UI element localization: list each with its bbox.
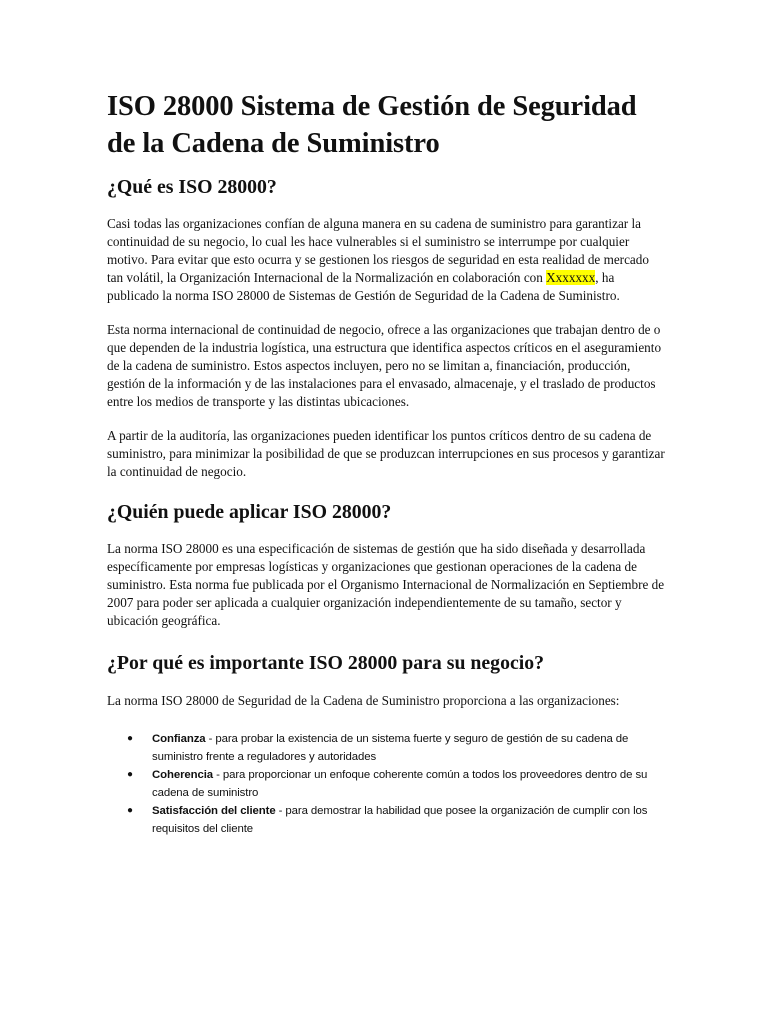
- bullet-icon: ●: [127, 733, 133, 744]
- paragraph-continuidad: Esta norma internacional de continuidad de negocio, ofrece a las organizaciones que trabajan dentro de o que dependen de la industria logística, una estructura que identifica aspectos críticos en el aseguramiento de la cadena de suministro. Estos aspectos incluyen, pero no se limitan a, financiación, producción, gestión de la información y de las instalaciones para el envasado, almacenaje, y el traslado de productos entre los medios de transporte y las distintas ubicaciones.: [107, 322, 662, 409]
- list-item: [127, 730, 667, 766]
- list-item-text: - para probar la existencia de un sistema fuerte y seguro de gestión de su cadena de suministro frente a reguladores y autoridades: [152, 733, 629, 763]
- document-page: [107, 88, 667, 838]
- paragraph-proporciona: La norma ISO 28000 de Seguridad de la Cadena de Suministro proporciona a las organizaciones:: [107, 693, 620, 708]
- paragraph-intro-text-end: , ha publicado la norma ISO 28000 de Sistemas de Gestión de Seguridad de la Cadena de Suministro.: [107, 270, 620, 303]
- list-item-text: - para demostrar la habilidad que posee la organización de cumplir con los requisitos del cliente: [152, 805, 648, 835]
- section-heading-quien: ¿Quién puede aplicar ISO 28000?: [107, 501, 392, 523]
- paragraph-intro-text-start: Casi todas las organizaciones confían de alguna manera en su cadena de suministro para garantizar la continuidad de su negocio, lo cual les hace vulnerables si el suministro se interrumpe por cualquier motivo. Para evitar que esto ocurra y se gestionen los riesgos de seguridad en esta realidad de mercado tan volátil, la Organización Internacional de la Normalización en colaboración con: [107, 216, 649, 285]
- list-item: [127, 802, 667, 838]
- benefits-list: [127, 730, 667, 838]
- list-item: [127, 766, 667, 802]
- section-heading-que-es: ¿Qué es ISO 28000?: [107, 176, 277, 198]
- list-item-text: - para proporcionar un enfoque coherente común a todos los proveedores dentro de su cadena de suministro: [152, 769, 648, 799]
- section-heading-por-que: ¿Por qué es importante ISO 28000 para su negocio?: [107, 652, 545, 674]
- bullet-icon: ●: [127, 805, 133, 816]
- page-title: ISO 28000 Sistema de Gestión de Seguridad de la Cadena de Suministro: [107, 91, 637, 159]
- paragraph-quien: La norma ISO 28000 es una especificación de sistemas de gestión que ha sido diseñada y desarrollada específicamente por empresas logísticas y organizaciones que gestionan operaciones de la cadena de suministro. Esta norma fue publicada por el Organismo Internacional de Normalización en Septiembre de 2007 para poder ser aplicada a cualquier organización independientemente de su tamaño, sector y ubicación geográfica.: [107, 541, 665, 628]
- bullet-icon: ●: [127, 769, 133, 780]
- list-item-term: Confianza: [152, 733, 206, 745]
- paragraph-auditoria: A partir de la auditoría, las organizaciones pueden identificar los puntos críticos dentro de su cadena de suministro, para minimizar la posibilidad de que se produzcan interrupciones en sus procesos y garantizar la continuidad de negocio.: [107, 428, 665, 479]
- paragraph-intro: [107, 215, 667, 305]
- list-item-term: Coherencia: [152, 769, 214, 781]
- highlighted-placeholder: Xxxxxxx: [546, 270, 596, 285]
- list-item-term: Satisfacción del cliente: [152, 805, 276, 817]
